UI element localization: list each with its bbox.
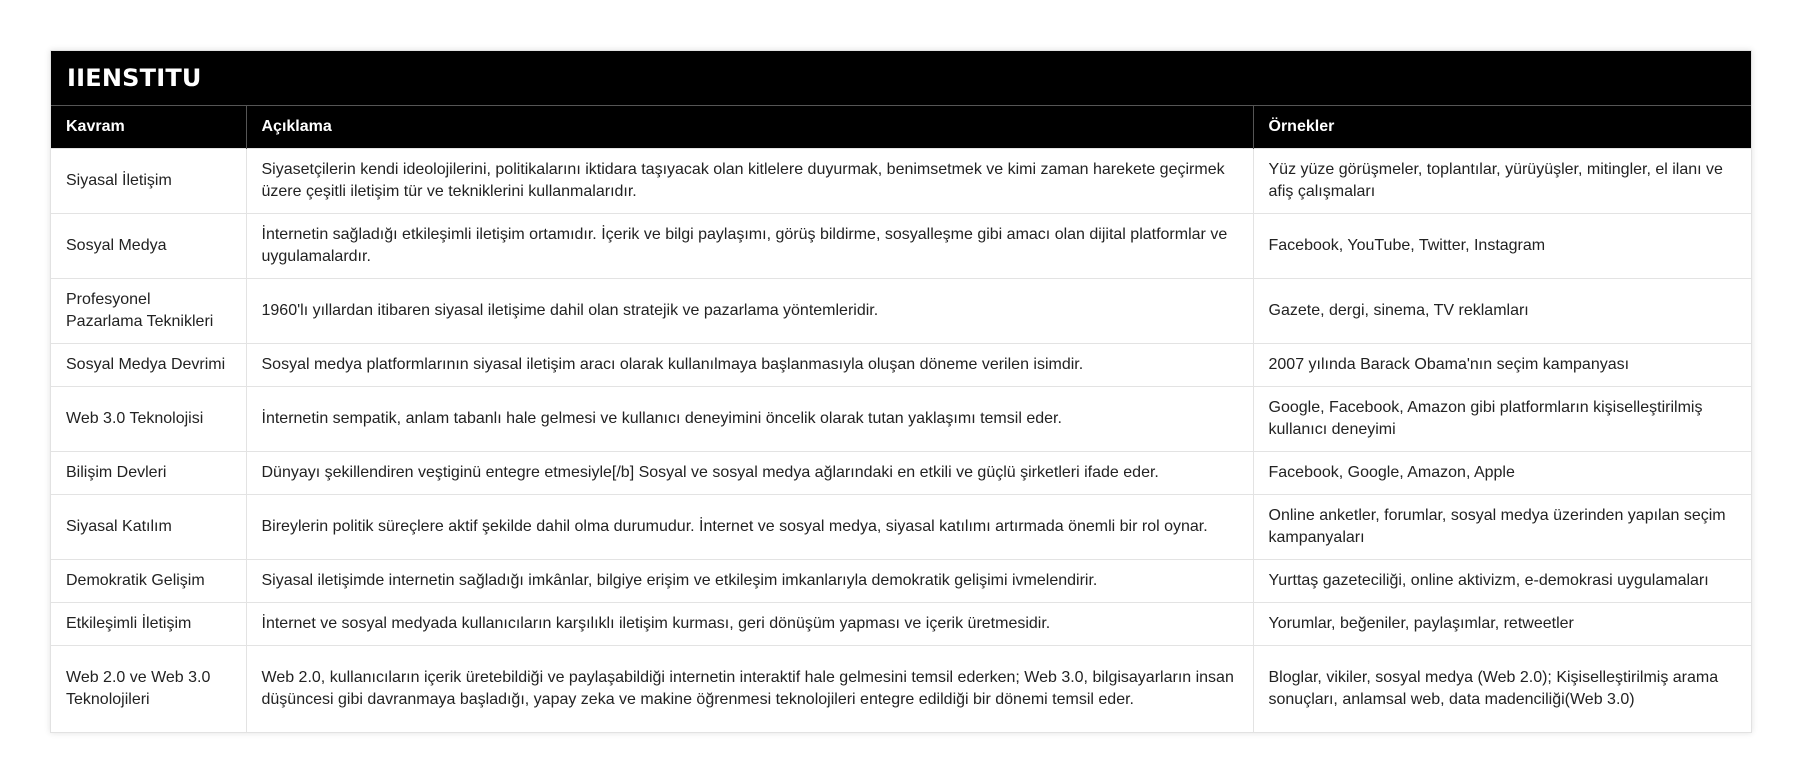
cell-kavram: Web 2.0 ve Web 3.0 Teknolojileri [51, 646, 246, 732]
cell-ornekler: Online anketler, forumlar, sosyal medya üzerinden yapılan seçim kampanyaları [1253, 495, 1751, 560]
table-row [51, 344, 1751, 387]
table-header-row [51, 106, 1751, 149]
table-row [51, 452, 1751, 495]
cell-aciklama: 1960'lı yıllardan itibaren siyasal iletişime dahil olan stratejik ve pazarlama yöntemleridir. [246, 279, 1253, 344]
cell-ornekler: Facebook, YouTube, Twitter, Instagram [1253, 214, 1751, 279]
cell-kavram: Bilişim Devleri [51, 452, 246, 495]
table-row [51, 214, 1751, 279]
content-card [50, 50, 1752, 733]
cell-aciklama: Siyasetçilerin kendi ideolojilerini, politikalarını iktidara taşıyacak olan kitlelere duyurmak, benimsetmek ve kimi zaman harekete geçirmek üzere çeşitli iletişim tür ve tekniklerini kullanmalarıdır. [246, 149, 1253, 214]
cell-kavram: Sosyal Medya [51, 214, 246, 279]
cell-ornekler: Yorumlar, beğeniler, paylaşımlar, retweetler [1253, 603, 1751, 646]
cell-aciklama: Sosyal medya platformlarının siyasal iletişim aracı olarak kullanılmaya başlanmasıyla oluşan döneme verilen isimdir. [246, 344, 1253, 387]
table-row [51, 495, 1751, 560]
concepts-table [51, 106, 1751, 732]
cell-aciklama: İnternetin sempatik, anlam tabanlı hale gelmesi ve kullanıcı deneyimini öncelik olarak tutan yaklaşımı temsil eder. [246, 387, 1253, 452]
cell-kavram: Siyasal İletişim [51, 149, 246, 214]
cell-aciklama: Web 2.0, kullanıcıların içerik üretebildiği ve paylaşabildiği internetin interaktif hale gelmesini temsil ederken; Web 3.0, bilgisayarların insan düşüncesi gibi davranmaya başladığı, yapay zeka ve makine öğrenmesi teknolojileri entegre edildiği bir dönemi temsil eder. [246, 646, 1253, 732]
cell-kavram: Siyasal Katılım [51, 495, 246, 560]
table-row [51, 387, 1751, 452]
table-row [51, 149, 1751, 214]
cell-kavram: Demokratik Gelişim [51, 560, 246, 603]
table-row [51, 279, 1751, 344]
column-header-ornekler: Örnekler [1253, 106, 1751, 149]
cell-ornekler: Bloglar, vikiler, sosyal medya (Web 2.0); Kişiselleştirilmiş arama sonuçları, anlamsal web, data madenciliği(Web 3.0) [1253, 646, 1751, 732]
cell-aciklama: Bireylerin politik süreçlere aktif şekilde dahil olma durumudur. İnternet ve sosyal medya, siyasal katılımı artırmada önemli bir rol oynar. [246, 495, 1253, 560]
table-row [51, 560, 1751, 603]
cell-aciklama: Siyasal iletişimde internetin sağladığı imkânlar, bilgiye erişim ve etkileşim imkanlarıyla demokratik gelişimi ivmelendirir. [246, 560, 1253, 603]
cell-aciklama: İnternetin sağladığı etkileşimli iletişim ortamıdır. İçerik ve bilgi paylaşımı, görüş bildirme, sosyalleşme gibi amacı olan dijital platformlar ve uygulamalardır. [246, 214, 1253, 279]
cell-ornekler: Facebook, Google, Amazon, Apple [1253, 452, 1751, 495]
cell-ornekler: Gazete, dergi, sinema, TV reklamları [1253, 279, 1751, 344]
cell-ornekler: Yurttaş gazeteciliği, online aktivizm, e-demokrasi uygulamaları [1253, 560, 1751, 603]
brand-title: IIENSTITU [51, 51, 1751, 106]
cell-kavram: Profesyonel Pazarlama Teknikleri [51, 279, 246, 344]
cell-ornekler: 2007 yılında Barack Obama'nın seçim kampanyası [1253, 344, 1751, 387]
cell-kavram: Sosyal Medya Devrimi [51, 344, 246, 387]
cell-ornekler: Yüz yüze görüşmeler, toplantılar, yürüyüşler, mitingler, el ilanı ve afiş çalışmaları [1253, 149, 1751, 214]
cell-kavram: Etkileşimli İletişim [51, 603, 246, 646]
table-row [51, 603, 1751, 646]
column-header-aciklama: Açıklama [246, 106, 1253, 149]
table-row [51, 646, 1751, 732]
cell-kavram: Web 3.0 Teknolojisi [51, 387, 246, 452]
cell-aciklama: İnternet ve sosyal medyada kullanıcıların karşılıklı iletişim kurması, geri dönüşüm yapması ve içerik üretmesidir. [246, 603, 1253, 646]
cell-aciklama: Dünyayı şekillendiren veştiginü entegre etmesiyle[/b] Sosyal ve sosyal medya ağlarındaki en etkili ve güçlü şirketleri ifade eder. [246, 452, 1253, 495]
column-header-kavram: Kavram [51, 106, 246, 149]
cell-ornekler: Google, Facebook, Amazon gibi platformların kişiselleştirilmiş kullanıcı deneyimi [1253, 387, 1751, 452]
